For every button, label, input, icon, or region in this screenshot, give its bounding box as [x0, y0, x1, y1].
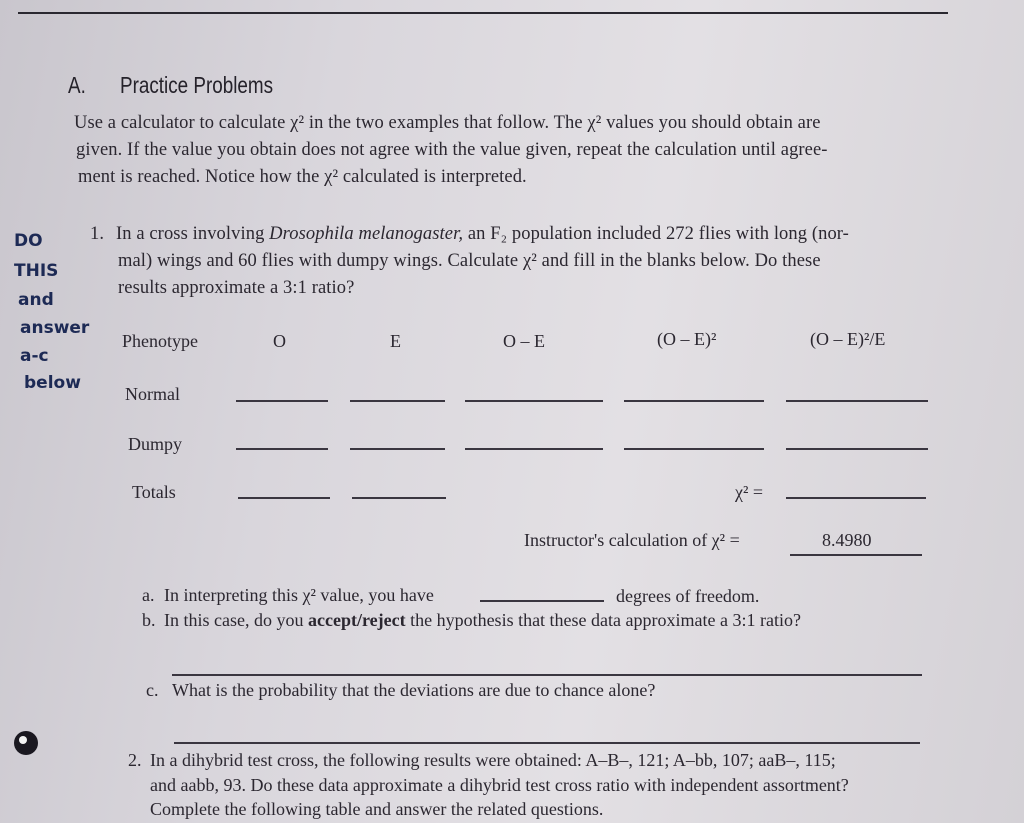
margin-note-line-1: DO	[14, 231, 43, 251]
margin-note-line-3: and	[18, 290, 54, 310]
row-label-normal: Normal	[125, 384, 180, 404]
margin-note-line-2: THIS	[14, 261, 59, 281]
answer-line-c[interactable]	[174, 742, 920, 744]
top-rule	[18, 12, 948, 14]
header-observed: O	[273, 331, 286, 351]
instructor-value: 8.4980	[822, 530, 872, 550]
question-a-text: In interpreting this χ² value, you have	[164, 585, 434, 605]
blank-dumpy-chi[interactable]	[786, 448, 928, 450]
header-expected: E	[390, 331, 401, 351]
question-a-text-end: degrees of freedom.	[616, 586, 760, 606]
blank-normal-chi[interactable]	[786, 400, 928, 402]
question-b-text: In this case, do you accept/reject the hypothesis that these data approximate a 3:1 ratio?	[164, 610, 801, 630]
blank-dumpy-o-minus-e[interactable]	[465, 448, 603, 450]
instructor-value-underline	[790, 554, 922, 556]
header-chi-component: (O – E)²/E	[810, 329, 886, 349]
intro-line-2: given. If the value you obtain does not agree with the value given, repeat the calculation until agree-	[76, 140, 828, 160]
blank-total-o[interactable]	[238, 497, 330, 499]
header-phenotype: Phenotype	[122, 331, 198, 351]
section-title: Practice Problems	[120, 72, 274, 98]
blank-normal-e[interactable]	[350, 400, 445, 402]
blank-degrees-of-freedom[interactable]	[480, 600, 604, 602]
bullet-marker-icon	[14, 731, 38, 755]
problem-2-number: 2.	[128, 750, 142, 770]
question-a-prefix: a.	[142, 585, 155, 605]
problem-2-line-3: Complete the following table and answer the related questions.	[150, 799, 604, 819]
blank-total-e[interactable]	[352, 497, 446, 499]
margin-note-line-4: answer	[20, 318, 90, 338]
blank-normal-o-minus-e[interactable]	[465, 400, 603, 402]
question-b-prefix: b.	[142, 610, 156, 630]
blank-chi-square-total[interactable]	[786, 497, 926, 499]
header-o-minus-e: O – E	[503, 331, 545, 351]
blank-dumpy-o[interactable]	[236, 448, 328, 450]
problem-1-number: 1.	[90, 224, 105, 244]
margin-note-line-5: a-c	[20, 346, 49, 366]
header-squared: (O – E)²	[657, 329, 717, 349]
blank-dumpy-e[interactable]	[350, 448, 445, 450]
blank-normal-o[interactable]	[236, 400, 328, 402]
problem-1-line-2: mal) wings and 60 flies with dumpy wings. Calculate χ² and fill in the blanks below. Do these	[118, 251, 821, 271]
blank-normal-squared[interactable]	[624, 400, 764, 402]
section-letter: A.	[68, 72, 86, 98]
question-c-prefix: c.	[146, 680, 159, 700]
problem-2-line-2: and aabb, 93. Do these data approximate a dihybrid test cross ratio with independent assortment?	[150, 775, 849, 795]
question-c-text: What is the probability that the deviations are due to chance alone?	[172, 680, 656, 700]
row-label-dumpy: Dumpy	[128, 434, 182, 454]
intro-line-3: ment is reached. Notice how the χ² calculated is interpreted.	[78, 167, 527, 187]
problem-1-line-3: results approximate a 3:1 ratio?	[118, 278, 355, 298]
row-label-totals: Totals	[132, 482, 176, 502]
margin-note-line-6: below	[24, 373, 81, 393]
intro-line-1: Use a calculator to calculate χ² in the two examples that follow. The χ² values you should obtain are	[74, 113, 821, 133]
problem-1-line-1: In a cross involving Drosophila melanogaster, an F₂ population included 272 flies with long (nor-	[116, 224, 849, 244]
instructor-label: Instructor's calculation of χ² =	[524, 530, 740, 550]
answer-line-b[interactable]	[172, 674, 922, 676]
problem-2-line-1: In a dihybrid test cross, the following results were obtained: A–B–, 121; A–bb, 107; aaB–, 115;	[150, 750, 836, 770]
chi-square-label: χ² =	[735, 482, 764, 502]
blank-dumpy-squared[interactable]	[624, 448, 764, 450]
